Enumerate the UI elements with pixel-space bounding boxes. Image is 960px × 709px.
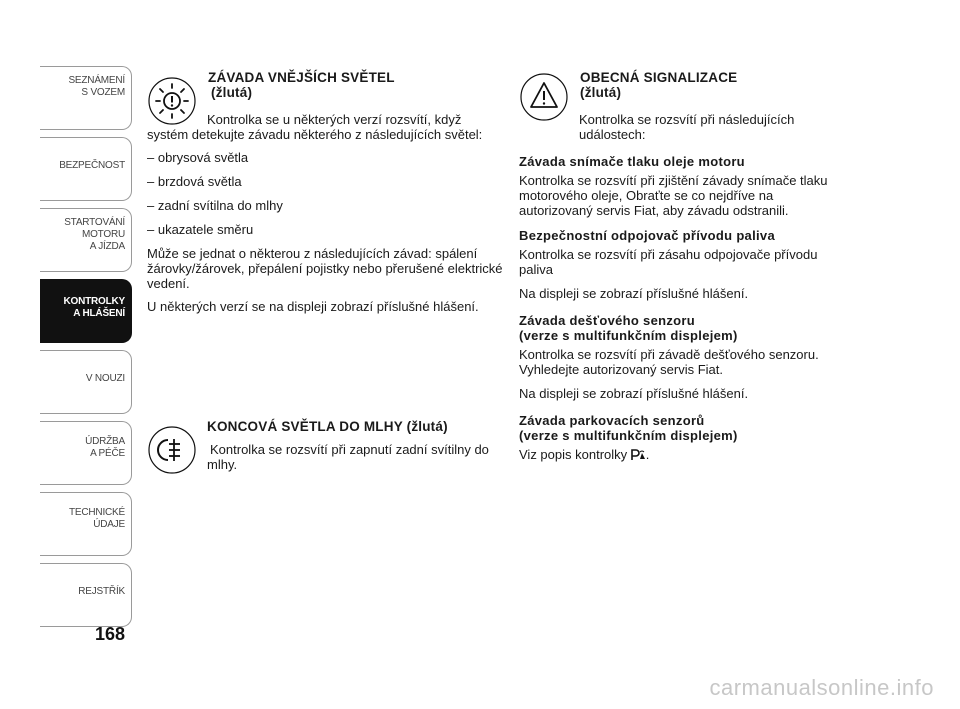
parking-sensor-icon bbox=[631, 449, 646, 464]
lights-item: – ukazatele směru bbox=[147, 222, 254, 237]
tab-label: TECHNICKÉ ÚDAJE bbox=[69, 507, 125, 530]
section-text-with-icon: Viz popis kontrolky . bbox=[519, 447, 650, 462]
general-color: (žlutá) bbox=[580, 85, 622, 100]
lights-para1: Může se jednat o některou z následujících závad: spálení žárovky/žárovek, přepálení pojistky nebo přerušené elektrické vedení. bbox=[147, 246, 503, 291]
lights-intro: Kontrolka se u některých verzí rozsvítí, když systém detekujte závadu některého z následujících světel: bbox=[147, 112, 483, 142]
section-heading: Závada dešťového senzoru (verze s multifunkčním displejem) bbox=[519, 313, 738, 343]
fog-section bbox=[207, 419, 507, 472]
lights-para2: U některých verzí se na displeji zobrazí příslušné hlášení. bbox=[147, 299, 479, 314]
lights-item: – zadní svítilna do mlhy bbox=[147, 198, 283, 213]
general-heading bbox=[580, 70, 840, 100]
lights-item: – obrysová světla bbox=[147, 150, 249, 165]
fog-color: (žlutá) bbox=[406, 419, 448, 434]
section-text: Viz popis kontrolky bbox=[519, 447, 628, 462]
fog-text: Kontrolka se rozsvítí při zapnutí zadní svítilny do mlhy. bbox=[207, 442, 489, 472]
tab-label: V NOUZI bbox=[85, 373, 125, 384]
tab-technicke[interactable] bbox=[40, 492, 132, 556]
tab-udrzba[interactable] bbox=[40, 421, 132, 485]
tab-label: KONTROLKY A HLÁŠENÍ bbox=[63, 296, 125, 319]
lights-heading bbox=[208, 70, 508, 100]
fog-title-line bbox=[207, 419, 507, 434]
lights-item: – brzdová světla bbox=[147, 174, 242, 189]
section-text: Kontrolka se rozsvítí při zásahu odpojovače přívodu paliva bbox=[519, 247, 818, 277]
section-text: Na displeji se zobrazí příslušné hlášení. bbox=[519, 386, 749, 401]
tab-kontrolky-active[interactable] bbox=[40, 279, 132, 343]
section-text: Kontrolka se rozsvítí při zjištění závady snímače tlaku motorového oleje, Obraťte se co nejdříve na autorizovaný servis Fiat, aby závadu odstranili. bbox=[519, 173, 828, 218]
tab-seznameni[interactable]: SEZNÁMENÍ S VOZEM bbox=[40, 66, 132, 130]
tab-bezpecnost[interactable] bbox=[40, 137, 132, 201]
section-text: Na displeji se zobrazí příslušné hlášení. bbox=[519, 286, 749, 301]
tab-rejstrik[interactable] bbox=[40, 563, 132, 627]
tab-v-nouzi[interactable] bbox=[40, 350, 132, 414]
section-heading: Závada snímače tlaku oleje motoru bbox=[519, 154, 745, 169]
general-intro-text: Kontrolka se rozsvítí při následujících událostech: bbox=[579, 112, 795, 142]
tab-startovani[interactable]: STARTOVÁNÍ MOTORU A JÍZDA bbox=[40, 208, 132, 272]
fog-title: KONCOVÁ SVĚTLA DO MLHY bbox=[207, 419, 403, 434]
section-heading: Závada parkovacích senzorů (verze s multifunkčním displejem) bbox=[519, 413, 738, 443]
tab-label: ÚDRŽBA A PÉČE bbox=[85, 436, 125, 459]
watermark: carmanualsonline.info bbox=[709, 675, 934, 700]
rear-fog-light-icon bbox=[147, 425, 197, 475]
lights-body bbox=[147, 112, 505, 314]
lights-title: ZÁVADA VNĚJŠÍCH SVĚTEL bbox=[208, 70, 395, 85]
general-title: OBECNÁ SIGNALIZACE bbox=[580, 70, 738, 85]
lights-color: (žlutá) bbox=[211, 85, 253, 100]
page-number: 168 bbox=[95, 624, 126, 644]
tab-label: BEZPEČNOST bbox=[59, 160, 125, 171]
section-text: Kontrolka se rozsvítí při závadě dešťového senzoru. Vyhledejte autorizovaný servis Fiat. bbox=[519, 347, 819, 377]
general-body bbox=[519, 112, 849, 464]
section-heading: Bezpečnostní odpojovač přívodu paliva bbox=[519, 228, 775, 243]
tab-label: REJSTŘÍK bbox=[78, 586, 125, 597]
general-intro bbox=[519, 112, 849, 142]
